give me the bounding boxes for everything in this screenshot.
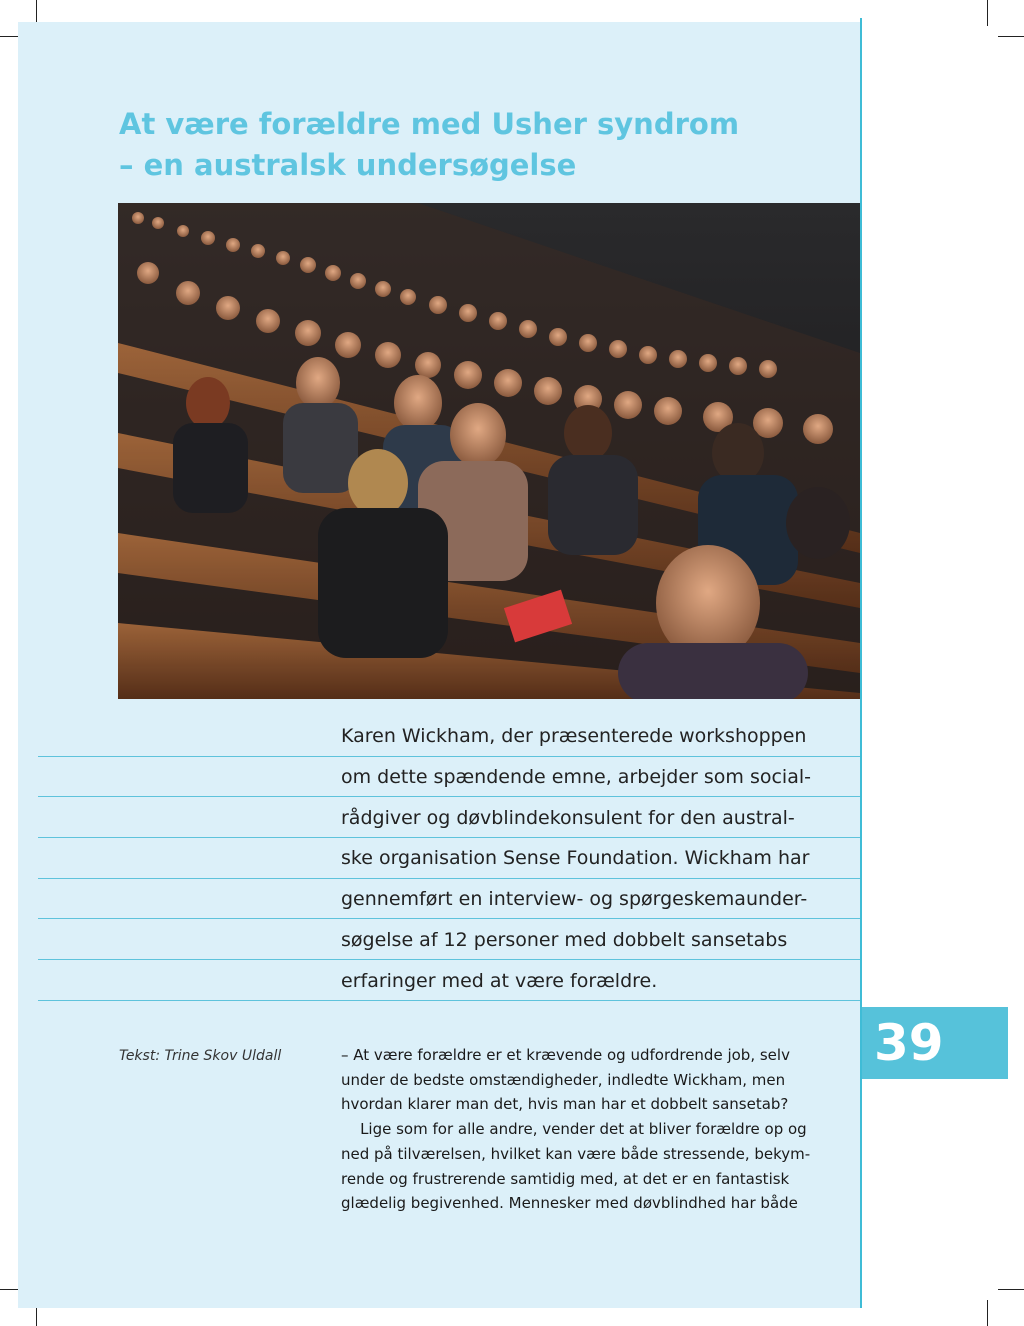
crop-mark (998, 36, 1024, 37)
intro-paragraph (341, 716, 851, 1002)
intro-line: om dette spændende emne, arbejder som social- (341, 765, 811, 788)
title-line-2: – en australsk undersøgelse (119, 148, 577, 182)
panel-edge-rule (860, 18, 862, 1308)
article-title (119, 104, 739, 186)
intro-line: Karen Wickham, der præsenterede workshoppen (341, 725, 807, 747)
body-line: ned på tilværelsen, hvilket kan være både stressende, bekym- (341, 1144, 811, 1163)
body-line: rende og frustrerende samtidig med, at det er en fantastisk (341, 1169, 790, 1188)
body-paragraph (341, 1043, 846, 1216)
page-number: 39 (862, 1007, 1008, 1079)
crop-mark (987, 1300, 988, 1326)
body-line: under de bedste omstændigheder, indledte Wickham, men (341, 1070, 786, 1089)
intro-line: gennemført en interview- og spørgeskemaunder- (341, 888, 808, 911)
intro-line: erfaringer med at være forældre. (341, 969, 658, 992)
body-line: glædelig begivenhed. Mennesker med døvblindhed har både (341, 1194, 798, 1213)
intro-line: ske organisation Sense Foundation. Wickham har (341, 847, 810, 870)
body-line: Lige som for alle andre, vender det at bliver forældre op og (341, 1120, 807, 1139)
body-line: – At være forældre er et krævende og udfordrende job, selv (341, 1046, 790, 1064)
body-line: hvordan klarer man det, hvis man har et dobbelt sansetab? (341, 1095, 789, 1114)
title-line-1: At være forældre med Usher syndrom (119, 107, 740, 141)
intro-line: søgelse af 12 personer med dobbelt sansetabs (341, 928, 788, 951)
audience-photo (118, 203, 860, 699)
crop-mark (998, 1289, 1024, 1290)
byline: Tekst: Trine Skov Uldall (119, 1048, 282, 1064)
crop-mark (987, 0, 988, 26)
intro-line: rådgiver og døvblindekonsulent for den austral- (341, 806, 795, 829)
